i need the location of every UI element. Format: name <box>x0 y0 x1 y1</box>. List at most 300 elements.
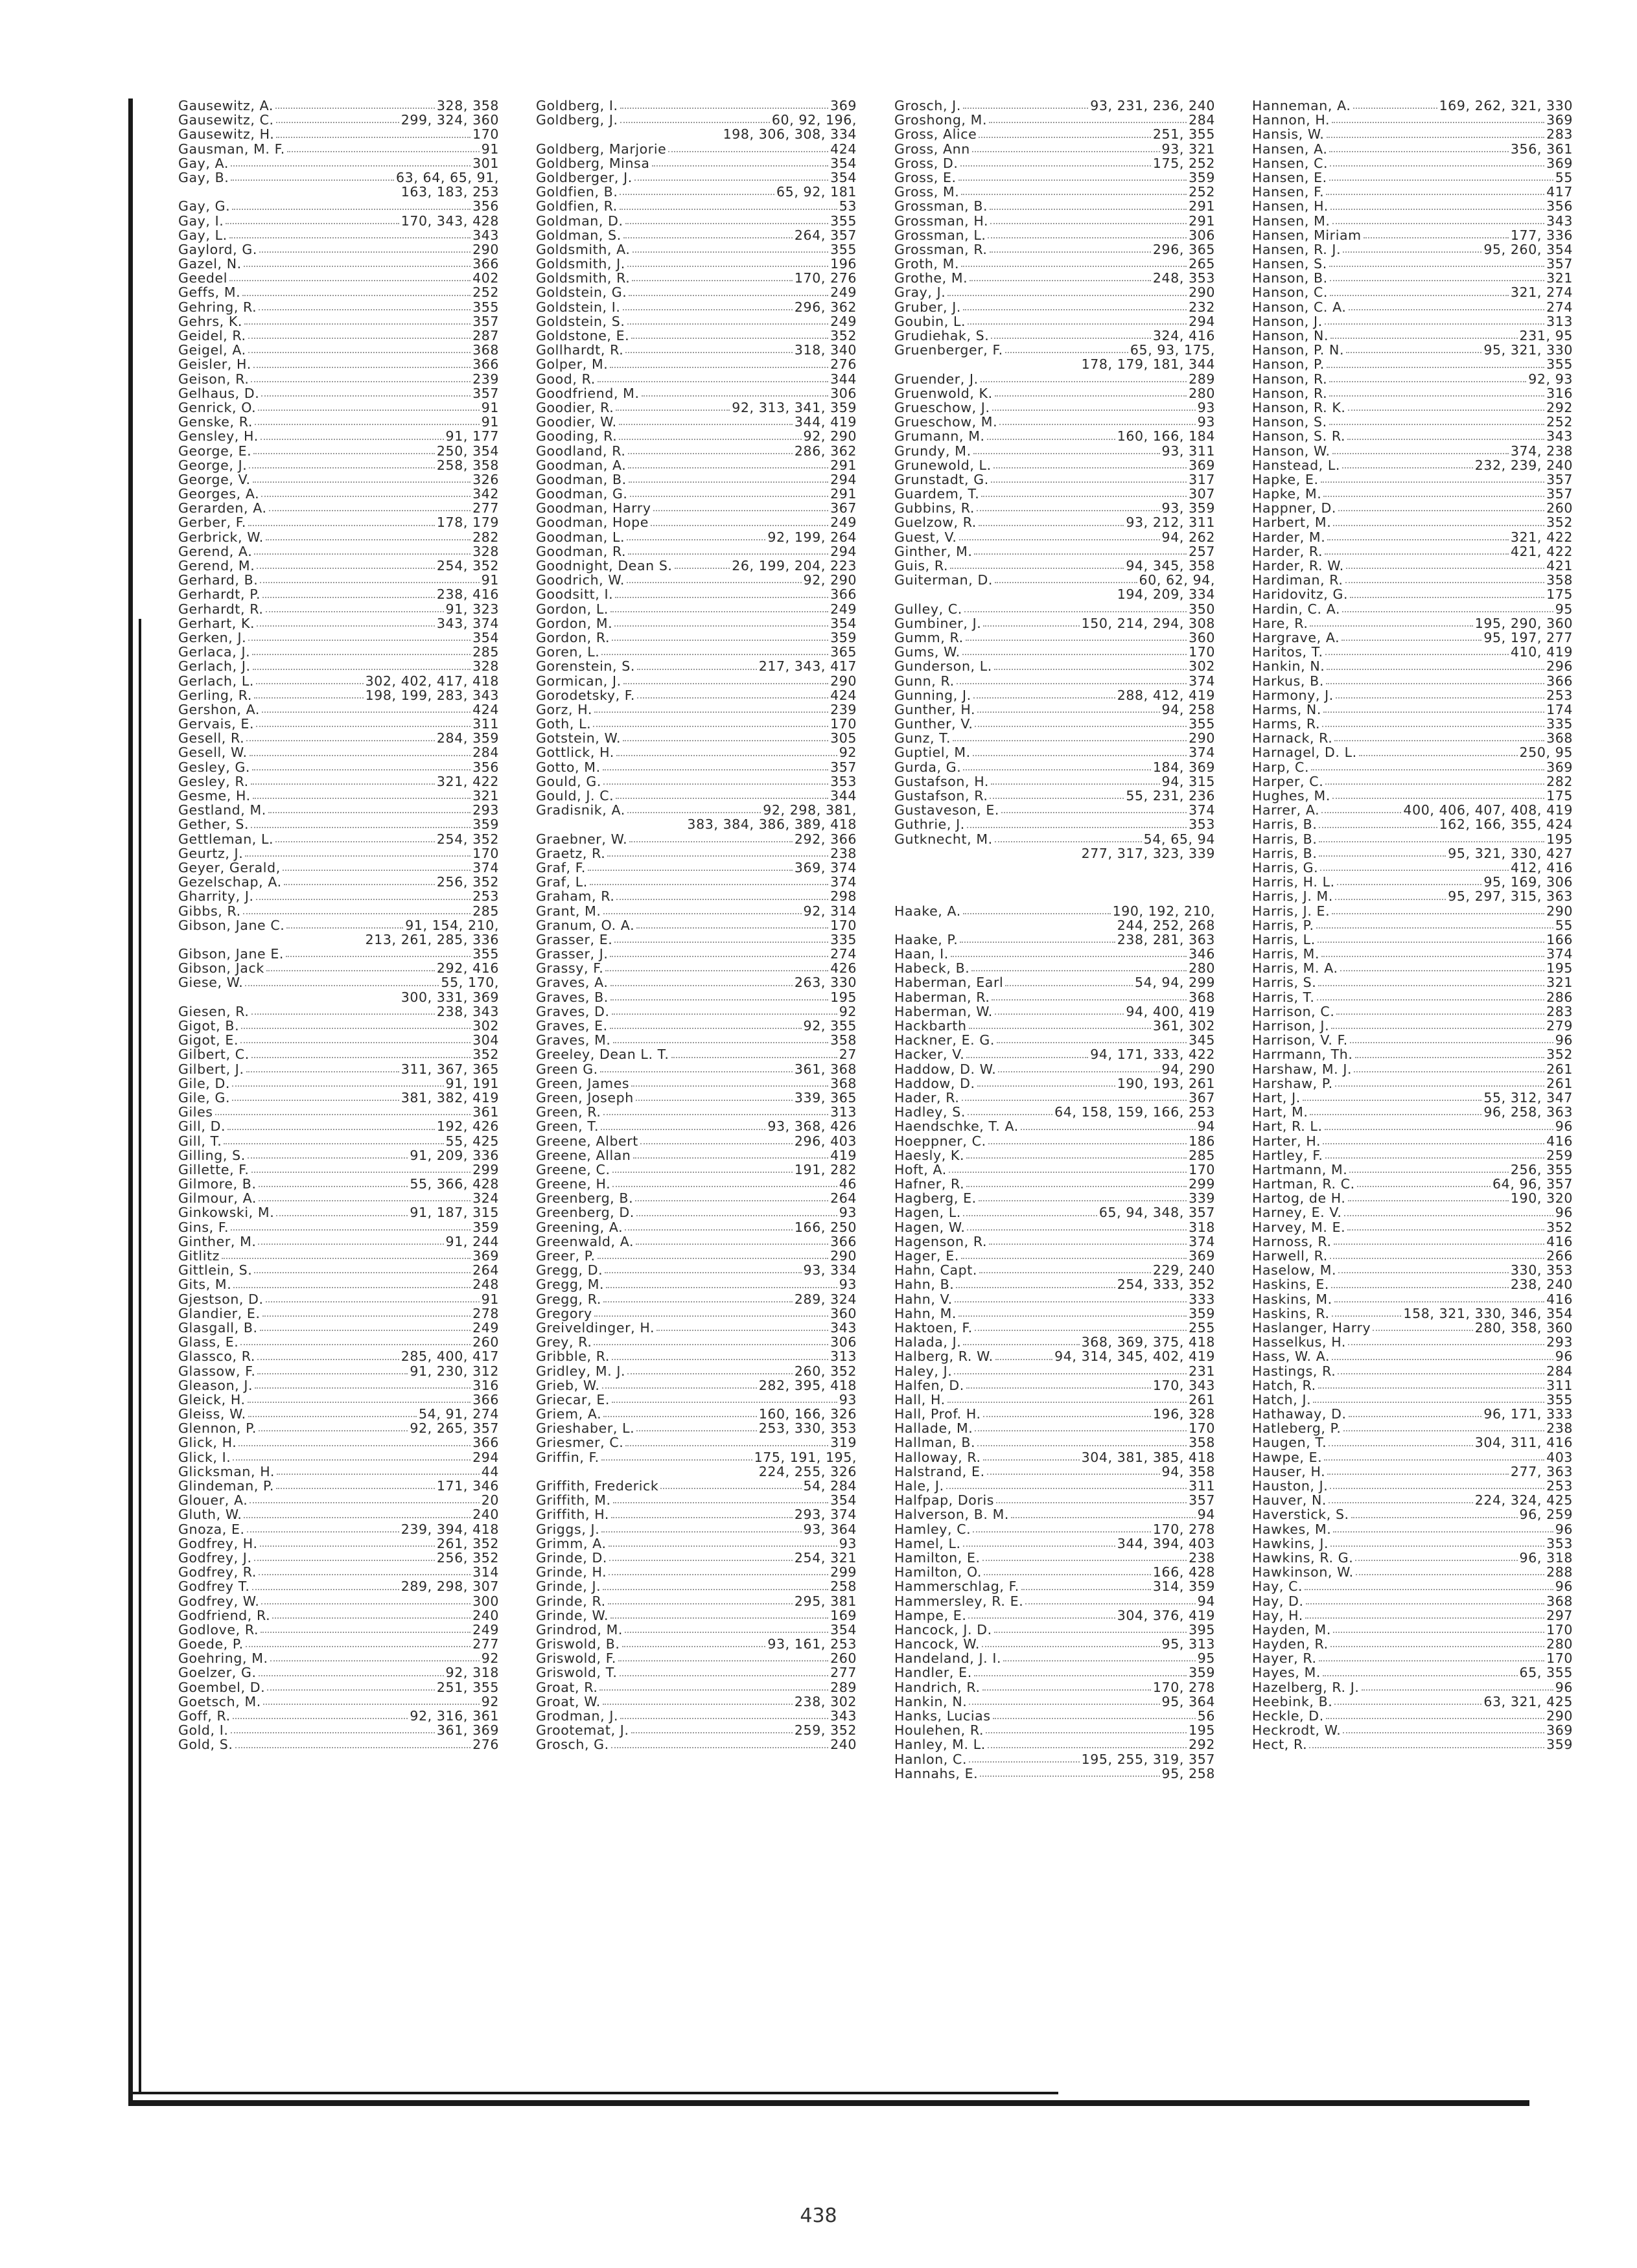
dot-leader <box>988 228 1187 238</box>
dot-leader <box>954 1364 1187 1374</box>
dot-leader <box>627 1364 793 1374</box>
entry-name: Gensley, H. <box>178 428 259 445</box>
entry-name: Greenberg, D. <box>536 1205 634 1221</box>
index-entry <box>178 1234 499 1249</box>
index-gap <box>894 861 1215 875</box>
index-entry <box>178 1364 499 1378</box>
dot-leader <box>990 242 1151 253</box>
index-entry <box>178 1407 499 1421</box>
entry-pages: 252 <box>1546 414 1573 430</box>
entry-name: Harney, E. V. <box>1252 1205 1342 1221</box>
index-entry <box>1252 1695 1573 1709</box>
dot-leader <box>993 458 1187 469</box>
entry-pages: 355 <box>472 946 499 962</box>
dot-leader <box>995 1004 1124 1015</box>
dot-leader <box>975 717 1187 727</box>
dot-leader <box>966 631 1187 641</box>
entry-pages: 284 <box>1546 1363 1573 1379</box>
index-entry <box>178 602 499 616</box>
index-entry <box>1252 717 1573 731</box>
index-entry <box>1252 472 1573 487</box>
dot-leader <box>252 1579 399 1590</box>
entry-pages: 95 <box>1555 601 1573 617</box>
dot-leader <box>1346 343 1481 353</box>
dot-leader <box>1332 904 1544 914</box>
dot-leader <box>998 1062 1159 1072</box>
entry-name: Hanson, J. <box>1252 313 1323 329</box>
entry-name: Gether, S. <box>178 816 250 833</box>
dot-leader <box>242 285 470 295</box>
index-entry <box>1252 271 1573 285</box>
index-entry <box>536 918 857 932</box>
dot-leader <box>1355 1551 1517 1561</box>
index-entry <box>178 1033 499 1047</box>
entry-pages: 95, 258 <box>1161 1765 1215 1781</box>
entry-pages: 302 <box>472 1018 499 1034</box>
entry-name: Hawkins, J. <box>1252 1535 1329 1551</box>
dot-leader <box>248 515 435 526</box>
entry-name: Hatch, J. <box>1252 1391 1312 1407</box>
entry-name: Groat, R. <box>536 1679 598 1695</box>
entry-pages: 93, 334 <box>803 1262 857 1279</box>
index-entry <box>1252 1177 1573 1191</box>
dot-leader <box>233 1709 408 1719</box>
entry-name: Gold, I. <box>178 1722 229 1739</box>
entry-name: Grunewold, L. <box>894 457 992 473</box>
entry-pages: 169 <box>830 1607 857 1623</box>
dot-leader <box>266 1292 480 1302</box>
dot-leader <box>1349 300 1545 310</box>
index-entry <box>536 1292 857 1306</box>
dot-leader <box>601 1522 801 1533</box>
entry-name: Hanson, S. <box>1252 414 1327 430</box>
entry-pages: 249 <box>472 1621 499 1637</box>
entry-pages: 298 <box>830 888 857 905</box>
index-entry <box>536 1522 857 1536</box>
entry-name: Gregory <box>536 1305 592 1321</box>
index-entry <box>178 573 499 587</box>
entry-name: Guthrie, J. <box>894 816 965 833</box>
entry-pages: 316 <box>472 1377 499 1393</box>
dot-leader <box>1329 415 1544 425</box>
dot-leader <box>240 1335 470 1345</box>
entry-pages: 63, 64, 65, 91, <box>396 169 499 185</box>
dot-leader <box>968 314 1187 325</box>
index-entry <box>1252 487 1573 501</box>
entry-name: Harris, H. L. <box>1252 874 1335 890</box>
dot-leader <box>247 1522 399 1533</box>
dot-leader <box>627 314 829 325</box>
dot-leader <box>248 1148 408 1159</box>
entry-name: Gezelschap, A. <box>178 874 282 890</box>
index-entry <box>536 515 857 529</box>
index-entry <box>536 1047 857 1061</box>
entry-name: Harris, B. <box>1252 831 1318 847</box>
entry-pages: 357 <box>472 385 499 401</box>
entry-pages: 304 <box>472 1032 499 1048</box>
dot-leader <box>990 199 1187 209</box>
index-entry <box>178 846 499 861</box>
dot-leader <box>984 1565 1151 1575</box>
index-entry <box>894 1062 1215 1076</box>
entry-name: Halloway, R. <box>894 1449 981 1465</box>
dot-leader <box>979 127 1151 137</box>
dot-leader <box>983 616 1079 627</box>
dot-leader <box>994 1623 1187 1633</box>
entry-pages: 357 <box>1546 256 1573 272</box>
index-entry <box>1252 1062 1573 1076</box>
dot-leader <box>1318 932 1544 943</box>
entry-pages: 354 <box>830 1492 857 1509</box>
entry-name: Ginther, M. <box>178 1233 257 1249</box>
index-entry <box>536 343 857 357</box>
index-entry <box>894 271 1215 285</box>
entry-pages: 92, 290 <box>803 572 857 588</box>
dot-leader <box>1334 731 1544 741</box>
index-entry <box>1252 1378 1573 1393</box>
entry-name: Graves, E. <box>536 1018 608 1034</box>
entry-pages: 285 <box>1189 1147 1215 1163</box>
dot-leader <box>619 415 793 425</box>
entry-name: Graves, A. <box>536 975 609 991</box>
entry-name: George, E. <box>178 443 252 459</box>
entry-pages: 369 <box>1546 1722 1573 1739</box>
entry-pages: 93 <box>839 1277 857 1293</box>
entry-pages: 282, 395, 418 <box>758 1377 857 1393</box>
entry-name: Gershon, A. <box>178 701 260 717</box>
dot-leader <box>1341 631 1481 641</box>
dot-leader <box>992 990 1187 1001</box>
dot-leader <box>601 1450 752 1461</box>
dot-leader <box>1338 1263 1509 1273</box>
dot-leader <box>1327 659 1544 669</box>
entry-pages: 190, 192, 210, <box>1112 903 1215 919</box>
entry-pages: 328, 358 <box>436 98 499 113</box>
dot-leader <box>231 156 470 167</box>
entry-name: Hancock, W. <box>894 1636 980 1652</box>
dot-leader <box>627 803 761 813</box>
entry-name: Hart, J. <box>1252 1089 1301 1105</box>
entry-pages: 285, 400, 417 <box>401 1348 499 1365</box>
dot-leader <box>1319 832 1544 842</box>
dot-leader <box>982 1551 1187 1561</box>
entry-pages: 94, 400, 419 <box>1126 1003 1215 1019</box>
entry-name: Gits, M. <box>178 1277 232 1293</box>
dot-leader <box>653 501 829 511</box>
index-entry <box>1252 645 1573 659</box>
index-entry <box>178 1191 499 1205</box>
dot-leader <box>623 228 793 238</box>
dot-leader <box>1333 1522 1553 1533</box>
index-entry <box>1252 1709 1573 1723</box>
entry-pages: 55, 425 <box>445 1133 499 1149</box>
index-entry <box>1252 1623 1573 1637</box>
entry-pages: 92, 318 <box>445 1665 499 1681</box>
entry-pages: 369 <box>1546 759 1573 775</box>
index-entry <box>1252 1551 1573 1565</box>
dot-leader <box>252 645 470 655</box>
dot-leader <box>628 458 828 469</box>
entry-pages: 93, 231, 236, 240 <box>1090 98 1215 113</box>
entry-pages: 366 <box>830 1233 857 1249</box>
index-entry <box>536 98 857 113</box>
entry-pages: 264 <box>830 1190 857 1207</box>
dot-leader <box>231 1723 435 1733</box>
dot-leader <box>962 1091 1187 1101</box>
entry-name: Grossman, H. <box>894 213 989 229</box>
entry-name: Gerlach, J. <box>178 658 251 675</box>
dot-leader <box>1348 1335 1544 1345</box>
index-entry <box>178 156 499 170</box>
entry-name: Gunn, R. <box>894 673 955 689</box>
entry-name: Gottlick, H. <box>536 745 614 761</box>
index-entry <box>536 329 857 343</box>
index-entry <box>1252 1321 1573 1335</box>
index-entry <box>536 300 857 314</box>
dot-leader <box>1330 1536 1544 1547</box>
dot-leader <box>969 1752 1080 1763</box>
dot-leader <box>1343 242 1481 253</box>
dot-leader <box>616 745 837 756</box>
entry-name: Hanson, R. <box>1252 385 1328 401</box>
entry-pages: 232 <box>1189 299 1215 315</box>
index-entry <box>1252 1680 1573 1695</box>
entry-name: Glandier, E. <box>178 1305 261 1321</box>
index-entry <box>536 1680 857 1695</box>
dot-leader <box>989 1234 1187 1245</box>
entry-name: Graves, M. <box>536 1032 611 1048</box>
entry-pages: 290 <box>1546 1708 1573 1724</box>
index-entry <box>894 357 1215 371</box>
entry-name: Green G. <box>536 1061 598 1077</box>
dot-leader <box>1329 257 1544 267</box>
dot-leader <box>1325 314 1544 325</box>
index-entry <box>1252 415 1573 429</box>
entry-pages: 344 <box>830 371 857 387</box>
entry-pages: 369 <box>1546 112 1573 128</box>
dot-leader <box>1332 214 1545 224</box>
entry-pages: 421, 422 <box>1510 543 1573 559</box>
index-entry <box>536 1234 857 1249</box>
entry-name: Goodier, R. <box>536 399 614 415</box>
index-entry <box>894 458 1215 472</box>
entry-pages: 288 <box>1546 1564 1573 1580</box>
index-entry <box>536 861 857 875</box>
index-entry <box>894 745 1215 759</box>
entry-name: Greenwald, A. <box>536 1233 634 1249</box>
index-entry <box>178 1249 499 1263</box>
entry-pages: 60, 62, 94, <box>1139 572 1215 588</box>
index-entry <box>1252 1349 1573 1363</box>
entry-name: Gould, G. <box>536 773 601 789</box>
dot-leader <box>616 889 828 899</box>
entry-name: Hannahs, E. <box>894 1765 979 1781</box>
entry-pages: 94, 171, 333, 422 <box>1090 1047 1215 1063</box>
entry-pages: 426 <box>830 960 857 977</box>
dot-leader <box>1343 1723 1544 1733</box>
entry-pages: 279 <box>1546 1018 1573 1034</box>
dot-leader <box>1318 975 1544 986</box>
entry-pages: 160, 166, 326 <box>758 1406 857 1422</box>
entry-name: Hawkes, M. <box>1252 1521 1332 1537</box>
dot-leader <box>253 357 470 367</box>
index-entry <box>1252 1407 1573 1421</box>
entry-name: Haridovitz, G. <box>1252 586 1349 603</box>
dot-leader <box>963 1335 1079 1345</box>
index-entry <box>536 1421 857 1435</box>
index-entry <box>894 1019 1215 1033</box>
entry-pages: 91 <box>481 1291 499 1307</box>
index-entry <box>536 1407 857 1421</box>
index-entry <box>894 530 1215 544</box>
entry-pages: 260, 352 <box>794 1363 857 1379</box>
entry-pages: 96 <box>1555 1521 1573 1537</box>
entry-name: Hanson, B. <box>1252 270 1328 286</box>
dot-leader <box>261 429 444 439</box>
entry-name: Goldstein, S. <box>536 313 625 329</box>
index-entry <box>1252 789 1573 803</box>
dot-leader <box>612 631 828 641</box>
dot-leader <box>1373 1321 1473 1331</box>
index-entry <box>178 314 499 329</box>
index-entry <box>178 616 499 631</box>
dot-leader <box>1321 472 1544 483</box>
index-entry <box>536 1306 857 1321</box>
entry-name: Griesmer, C. <box>536 1435 624 1451</box>
entry-name: Goede, P. <box>178 1636 244 1652</box>
index-entry <box>1252 760 1573 774</box>
dot-leader <box>1342 602 1553 612</box>
index-entry <box>894 1263 1215 1277</box>
entry-name: Giles <box>178 1104 213 1120</box>
index-entry <box>894 487 1215 501</box>
entry-name: Ginkowski, M. <box>178 1205 275 1221</box>
entry-name: Hardiman, R. <box>1252 572 1343 588</box>
index-entry <box>178 803 499 817</box>
entry-pages: 254, 352 <box>436 831 499 847</box>
entry-pages: 288, 412, 419 <box>1117 687 1215 703</box>
entry-name: Halada, J. <box>894 1334 962 1350</box>
entry-name: Gubbins, R. <box>894 500 975 516</box>
index-entry <box>894 444 1215 458</box>
entry-pages: 93 <box>839 1535 857 1551</box>
entry-pages: 170 <box>830 917 857 933</box>
entry-pages: 290 <box>1189 730 1215 746</box>
dot-leader <box>1332 1306 1402 1317</box>
entry-name: Gjestson, D. <box>178 1291 264 1307</box>
entry-name: Grasser, E. <box>536 931 613 947</box>
entry-name: Hanley, M. L. <box>894 1737 986 1753</box>
index-entry <box>178 515 499 529</box>
index-entry <box>536 1119 857 1133</box>
entry-pages: 292, 366 <box>794 831 857 847</box>
dot-leader <box>623 674 828 684</box>
dot-leader <box>628 444 793 454</box>
entry-name: Griswold, B. <box>536 1636 620 1652</box>
dot-leader <box>960 932 1115 943</box>
entry-pages: 95, 364 <box>1161 1693 1215 1709</box>
dot-leader <box>947 285 1187 295</box>
dot-leader <box>1323 1665 1518 1676</box>
entry-name: Grothe, M. <box>894 270 968 286</box>
entry-name: Grieb, W. <box>536 1377 600 1393</box>
entry-pages: 260 <box>1546 500 1573 516</box>
index-entry <box>894 127 1215 141</box>
dot-leader <box>962 645 1187 655</box>
entry-name: Goodman, Harry <box>536 500 651 516</box>
index-entry <box>178 1450 499 1464</box>
dot-leader <box>231 170 394 181</box>
dot-leader <box>260 573 479 583</box>
entry-pages: 170, 278 <box>1152 1679 1215 1695</box>
entry-pages: 274 <box>1546 299 1573 315</box>
entry-pages: 277, 317, 323, 339 <box>1081 845 1215 861</box>
entry-name: Goodman, G. <box>536 486 628 502</box>
dot-leader <box>599 1680 828 1691</box>
index-entry <box>536 214 857 228</box>
index-entry <box>894 587 1215 601</box>
index-entry <box>536 674 857 688</box>
entry-name: Goldfien, R. <box>536 198 618 214</box>
entry-name: Gruber, J. <box>894 299 961 315</box>
entry-name: Hartmann, M. <box>1252 1161 1348 1177</box>
entry-name: Haverstick, S. <box>1252 1507 1349 1523</box>
entry-pages: 374 <box>472 859 499 875</box>
dot-leader <box>590 875 828 885</box>
index-entry <box>536 1177 857 1191</box>
dot-leader <box>1327 530 1509 540</box>
entry-name: Gigot, E. <box>178 1032 239 1048</box>
entry-pages: 195 <box>830 989 857 1005</box>
index-entry <box>536 1594 857 1608</box>
entry-name: Geison, R. <box>178 371 250 387</box>
index-entry <box>536 1249 857 1263</box>
entry-pages: 196 <box>830 256 857 272</box>
entry-pages: 369, 374 <box>794 859 857 875</box>
entry-name: Godfrey T. <box>178 1579 250 1595</box>
entry-pages: 374, 238 <box>1510 443 1573 459</box>
entry-pages: 240 <box>830 1737 857 1753</box>
entry-pages: 257 <box>1189 543 1215 559</box>
entry-pages: 311, 367, 365 <box>401 1061 499 1077</box>
index-entry <box>894 803 1215 817</box>
entry-pages: 285 <box>472 644 499 660</box>
dot-leader <box>981 487 1187 497</box>
index-entry <box>536 1493 857 1507</box>
entry-name: Gerhart, K. <box>178 615 255 631</box>
entry-pages: 357 <box>1189 1492 1215 1509</box>
entry-name: Gibson, Jack <box>178 960 264 977</box>
index-entry <box>894 1134 1215 1148</box>
index-entry <box>1252 1263 1573 1277</box>
entry-pages: 383, 384, 386, 389, 418 <box>687 816 857 833</box>
entry-pages: 354 <box>830 169 857 185</box>
entry-name: Goodman, A. <box>536 457 627 473</box>
entry-name: Goff, R. <box>178 1708 231 1724</box>
entry-pages: 171, 346 <box>436 1478 499 1494</box>
entry-pages: 93, 359 <box>1161 500 1215 516</box>
index-entry <box>536 1134 857 1148</box>
entry-name: Hammersley, R. E. <box>894 1593 1024 1609</box>
index-entry <box>894 990 1215 1004</box>
index-entry <box>1252 1594 1573 1608</box>
entry-pages: 96 <box>1555 1032 1573 1048</box>
dot-leader <box>612 1349 828 1360</box>
index-entry <box>1252 1119 1573 1133</box>
index-entry <box>178 990 499 1004</box>
index-entry <box>536 1148 857 1163</box>
entry-name: Gerlaca, J. <box>178 644 251 660</box>
